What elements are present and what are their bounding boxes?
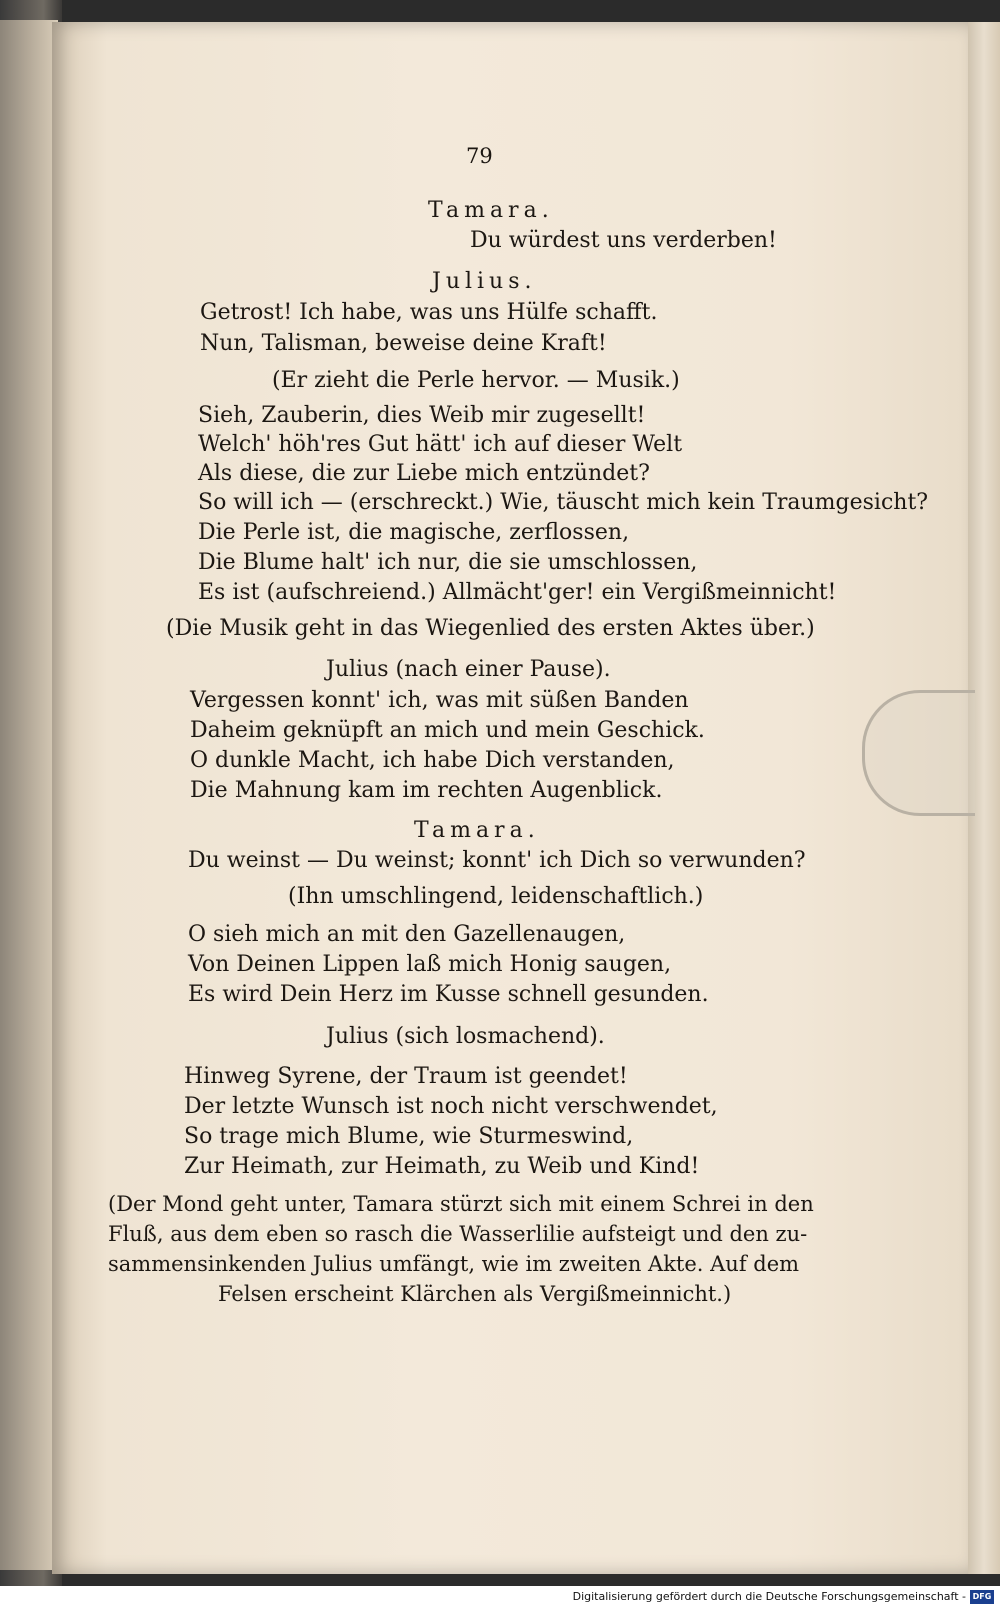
- verse-line: Es ist (aufschreiend.) Allmächt'ger! ein Vergißmeinnicht!: [198, 580, 837, 605]
- stage-direction: Felsen erscheint Klärchen als Vergißmeinnicht.): [218, 1282, 732, 1306]
- verse-line: Die Mahnung kam im rechten Augenblick.: [190, 778, 663, 803]
- speaker-name: Julius (sich losmachend).: [326, 1024, 605, 1049]
- digitization-credit: Digitalisierung gefördert durch die Deutsche Forschungsgemeinschaft -: [572, 1590, 966, 1603]
- verse-line: O dunkle Macht, ich habe Dich verstanden,: [190, 748, 675, 773]
- verse-line: O sieh mich an mit den Gazellenaugen,: [188, 922, 626, 947]
- verse-line: Nun, Talisman, beweise deine Kraft!: [200, 331, 607, 356]
- speaker-name: Tamara.: [414, 818, 540, 843]
- page-clip: [862, 690, 975, 816]
- verse-line: Daheim geknüpft an mich und mein Geschick.: [190, 718, 705, 743]
- stage-direction: Fluß, aus dem eben so rasch die Wasserlilie aufsteigt und den zu-: [108, 1222, 808, 1246]
- verse-line: Zur Heimath, zur Heimath, zu Weib und Kind!: [184, 1154, 700, 1179]
- stage-direction: (Die Musik geht in das Wiegenlied des ersten Aktes über.): [166, 616, 815, 641]
- previous-page-edge: [0, 20, 58, 1570]
- verse-line: Welch' höh'res Gut hätt' ich auf dieser Welt: [198, 432, 683, 457]
- verse-line: Vergessen konnt' ich, was mit süßen Banden: [190, 688, 689, 713]
- dfg-logo-icon: DFG: [970, 1590, 994, 1604]
- speaker-name: Tamara.: [428, 198, 554, 223]
- verse-line: Hinweg Syrene, der Traum ist geendet!: [184, 1064, 628, 1089]
- speaker-name: Julius (nach einer Pause).: [326, 657, 611, 682]
- verse-line: Getrost! Ich habe, was uns Hülfe schafft.: [200, 300, 658, 325]
- verse-line: Der letzte Wunsch ist noch nicht verschwendet,: [184, 1094, 718, 1119]
- stage-direction: (Der Mond geht unter, Tamara stürzt sich mit einem Schrei in den: [108, 1192, 814, 1216]
- verse-line: Du würdest uns verderben!: [470, 228, 777, 253]
- stage-direction: (Er zieht die Perle hervor. — Musik.): [272, 368, 680, 393]
- verse-line: Sieh, Zauberin, dies Weib mir zugesellt!: [198, 403, 646, 428]
- verse-line: So will ich — (erschreckt.) Wie, täuscht mich kein Traumgesicht?: [198, 490, 929, 515]
- verse-line: So trage mich Blume, wie Sturmeswind,: [184, 1124, 634, 1149]
- verse-line: Du weinst — Du weinst; konnt' ich Dich so verwunden?: [188, 848, 806, 873]
- page-number: 79: [466, 144, 493, 168]
- verse-line: Die Perle ist, die magische, zerflossen,: [198, 520, 630, 545]
- verse-line: Als diese, die zur Liebe mich entzündet?: [198, 461, 650, 486]
- stage-direction: (Ihn umschlingend, leidenschaftlich.): [288, 884, 704, 909]
- speaker-name: Julius.: [432, 269, 537, 294]
- verse-line: Es wird Dein Herz im Kusse schnell gesunden.: [188, 982, 709, 1007]
- stage-direction: sammensinkenden Julius umfängt, wie im zweiten Akte. Auf dem: [108, 1252, 800, 1276]
- verse-line: Von Deinen Lippen laß mich Honig saugen,: [188, 952, 672, 977]
- verse-line: Die Blume halt' ich nur, die sie umschlossen,: [198, 550, 698, 575]
